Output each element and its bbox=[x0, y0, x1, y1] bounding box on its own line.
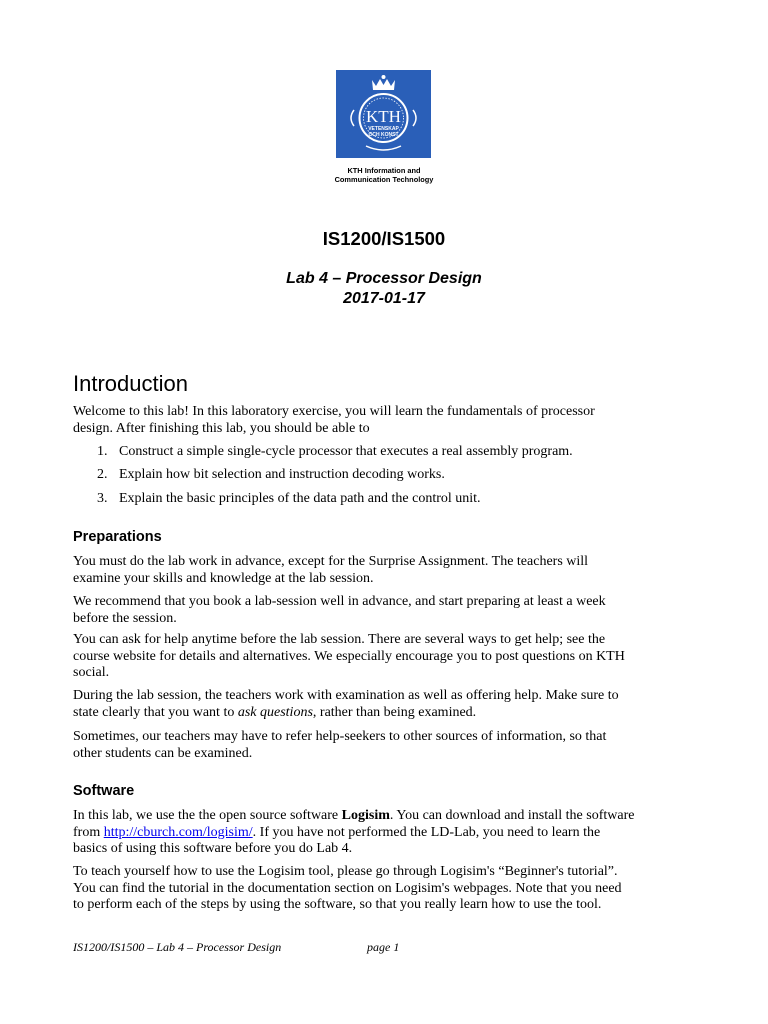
paragraph bbox=[73, 554, 703, 587]
text-line: other students can be examined. bbox=[73, 745, 253, 761]
preparations-heading: Preparations bbox=[73, 529, 162, 545]
text-line: basics of using this software before you do Lab 4. bbox=[73, 841, 353, 856]
paragraph bbox=[73, 729, 703, 762]
list-number: 2. bbox=[97, 467, 108, 482]
text-span: . If you have not performed the LD-Lab, you need to learn the bbox=[252, 824, 601, 840]
paragraph bbox=[73, 688, 703, 721]
text-span: In this lab, we use the the open source software bbox=[73, 808, 342, 823]
text-line: To teach yourself how to use the Logisim tool, please go through Logisim's “Beginner's tutorial”. bbox=[73, 864, 618, 879]
text-line: before the session. bbox=[73, 610, 177, 626]
intro-paragraph bbox=[73, 404, 703, 437]
logo-caption-line: Communication Technology bbox=[334, 174, 434, 184]
logisim-link[interactable]: http://cburch.com/logisim/ bbox=[103, 824, 253, 840]
text-line: examine your skills and knowledge at the lab session. bbox=[73, 570, 374, 586]
text-line bbox=[73, 705, 703, 722]
lab-date: 2017-01-17 bbox=[343, 290, 425, 307]
text-line: to perform each of the steps by using the software, so that you really learn how to use the tool. bbox=[73, 897, 602, 912]
text-line: social. bbox=[73, 665, 110, 680]
paragraph bbox=[73, 594, 703, 627]
course-code: IS1200/IS1500 bbox=[322, 228, 446, 249]
text-line: We recommend that you book a lab-session well in advance, and start preparing at least a week bbox=[73, 594, 606, 609]
page-number: page 1 bbox=[367, 940, 400, 954]
paragraph bbox=[73, 864, 703, 914]
list-item bbox=[97, 444, 573, 461]
text-line: Welcome to this lab! In this laboratory exercise, you will learn the fundamentals of processor bbox=[73, 404, 595, 419]
text-line: design. After finishing this lab, you should be able to bbox=[73, 420, 370, 436]
text-span: . You can download and install the software bbox=[389, 808, 635, 823]
text-span: state clearly that you want to bbox=[73, 704, 238, 720]
software-heading: Software bbox=[73, 783, 135, 799]
kth-logo bbox=[336, 70, 431, 158]
text-line: You can ask for help anytime before the lab session. There are several ways to get help; see the bbox=[73, 632, 606, 647]
text-line bbox=[73, 825, 703, 842]
text-line: You can find the tutorial in the documentation section on Logisim's webpages. Note that you need bbox=[73, 880, 622, 896]
text-line: Sometimes, our teachers may have to refer help-seekers to other sources of information, so that bbox=[73, 729, 607, 744]
list-item bbox=[97, 467, 445, 484]
text-span: , rather than being examined. bbox=[312, 704, 477, 720]
list-item bbox=[97, 491, 481, 508]
logo-caption-line: KTH Information and bbox=[347, 166, 421, 175]
list-text: Construct a simple single-cycle processor that executes a real assembly program. bbox=[119, 444, 573, 459]
logo-caption bbox=[300, 167, 468, 184]
footer-title: IS1200/IS1500 – Lab 4 – Processor Design bbox=[73, 940, 282, 954]
kth-crest-icon bbox=[336, 70, 431, 158]
lab-title: Lab 4 – Processor Design bbox=[286, 270, 482, 287]
text-line: During the lab session, the teachers work with examination as well as offering help. Make sure to bbox=[73, 688, 619, 703]
text-span: from bbox=[73, 824, 104, 840]
text-line: course website for details and alternatives. We especially encourage you to post questions on KTH bbox=[73, 648, 625, 664]
text-line bbox=[73, 808, 703, 825]
list-text: Explain the basic principles of the data path and the control unit. bbox=[119, 491, 481, 506]
svg-text:OCH KONST: OCH KONST bbox=[368, 132, 399, 138]
svg-text:VETENSKAP: VETENSKAP bbox=[368, 126, 399, 132]
svg-text:KTH: KTH bbox=[366, 107, 401, 126]
bold-text: Logisim bbox=[341, 808, 390, 823]
paragraph bbox=[73, 632, 703, 682]
list-number: 3. bbox=[97, 491, 108, 506]
list-number: 1. bbox=[97, 444, 108, 459]
paragraph bbox=[73, 808, 703, 858]
introduction-heading: Introduction bbox=[73, 371, 188, 396]
text-line: You must do the lab work in advance, except for the Surprise Assignment. The teachers will bbox=[73, 554, 589, 569]
emphasis-text: ask questions bbox=[237, 704, 313, 720]
list-text: Explain how bit selection and instruction decoding works. bbox=[119, 467, 445, 482]
